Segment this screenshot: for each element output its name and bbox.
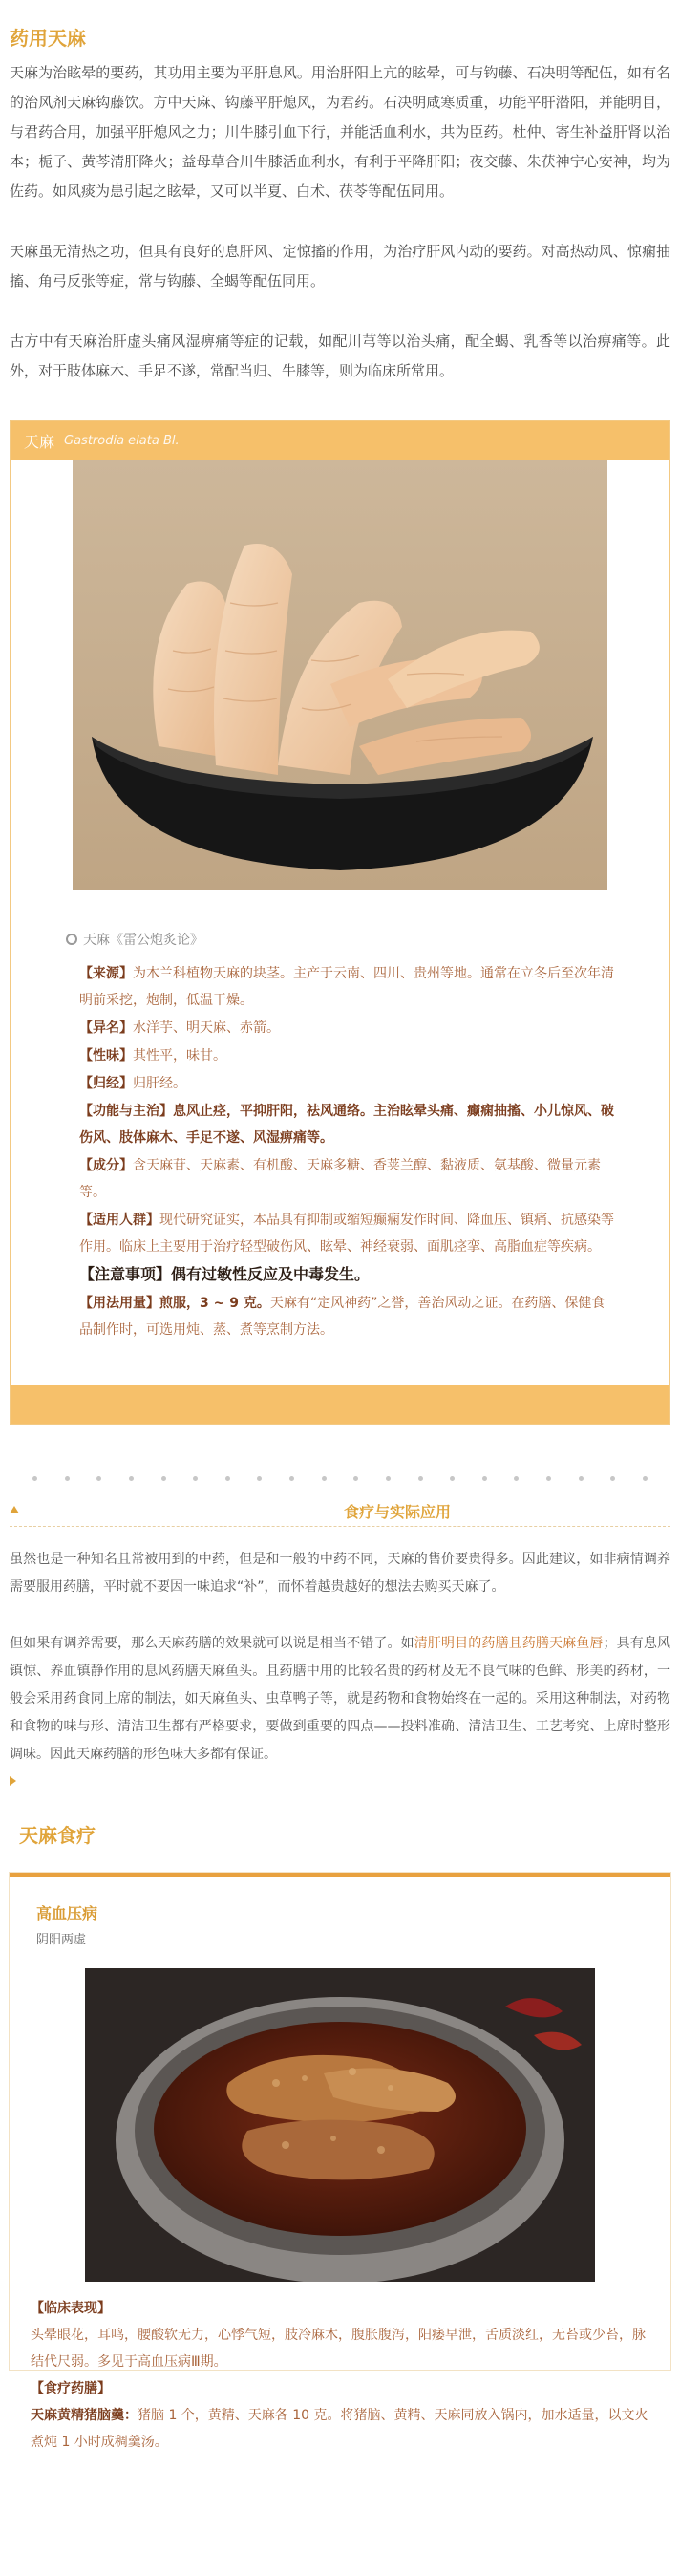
info-taste: 【性味】其性平，味甘。: [79, 1048, 226, 1063]
highlight-text: 清肝明目的药膳且药膳天麻鱼唇: [414, 1636, 604, 1651]
paragraph: 天麻为治眩晕的要药，其功用主要为平肝息风。用治肝阳上亢的眩晕，可与钩藤、石决明等配伍，如有名的治风剂天麻钩藤饮。方中天麻、钩藤平肝熄风，为君药。石决明咸寒质重，功能平肝潜阳，并能明目，与君药合用，加强平肝熄风之力；川牛膝引血下行，并能活血利水，共为臣药。杜仲、寄生补益肝肾以治本；栀子、黄芩清肝降火；益母草合川牛膝活血利水，有利于平降肝阳；夜交藤、朱茯神宁心安神，均为佐药。如风痰为患引起之眩晕，又可以半夏、白术、茯苓等配伍同用。: [10, 64, 670, 200]
recipe-card-subtitle: 阴阳两虚: [36, 1933, 87, 1947]
herb-card-footer: [11, 1385, 669, 1424]
herb-info-card: [10, 420, 670, 1425]
herb-name: 天麻: [24, 432, 55, 451]
info-alias: 【异名】水洋芋、明天麻、赤箭。: [79, 1020, 280, 1036]
herb-card-header: [11, 421, 669, 460]
photo-caption: [66, 930, 669, 949]
herb-info-list: [11, 949, 669, 1343]
caption-text: 天麻《雷公炮炙论》: [83, 933, 203, 948]
dot-divider: [0, 1476, 680, 1481]
herb-latin-name: Gastrodia elata Bl.: [64, 433, 180, 448]
info-people: 【适用人群】现代研究证实，本品具有抑制或缩短癫痫发作时间、降血压、镇痛、抗感染等作用。临床上主要用于治疗轻型破伤风、眩晕、神经衰弱、面肌痉挛、高脂血症等疾病。: [79, 1213, 614, 1255]
paragraph: 虽然也是一种知名且常被用到的中药，但是和一般的中药不同，天麻的售价要贵得多。因此建议，如非病情调养需要服用药膳，平时就不要因一味追求“补”，而怀着越贵越好的想法去购买天麻了。: [10, 1552, 670, 1595]
info-source: 【来源】为木兰科植物天麻的块茎。主产于云南、四川、贵州等地。通常在立冬后至次年清明前采挖，炮制，低温干燥。: [79, 966, 614, 1008]
paragraph: 但如果有调养需要，那么天麻药膳的效果就可以说是相当不错了。如清肝明目的药膳且药膳天麻鱼唇；具有息风镇惊、养血镇静作用的息风药膳天麻鱼头。且药膳中用的比较名贵的药材及无不良气味的色鲜、形美的药材，一般会采用药食同上席的制法，如天麻鱼头、虫草鸭子等，就是药物和食物始终在一起的。采用这种制法，对药物和食物的味与形、清洁卫生都有严格要求，要做到重要的四点——投料准确、清洁卫生、工艺考究、上席时整形调味。因此天麻药膳的形色味大多都有保证。: [10, 1636, 670, 1762]
circle-outline-icon: [66, 934, 77, 945]
paragraph: 天麻虽无清热之功，但具有良好的息肝风、定惊搐的作用，为治疗肝风内动的要药。对高热动风、惊痫抽搐、角弓反张等症，常与钩藤、全蝎等配伍同用。: [10, 243, 670, 290]
tianma-pork-brain-dish-photo: [85, 1968, 595, 2282]
triangle-right-icon: [10, 1776, 16, 1786]
info-meridian: 【归经】归肝经。: [79, 1076, 186, 1091]
paragraph: 古方中有天麻治肝虚头痛风湿痹痛等症的记载，如配川芎等以治头痛，配全蝎、乳香等以治痹痛等。此外，对于肢体麻木、手足不遂，常配当归、牛膝等，则为临床所常用。: [10, 333, 670, 379]
recipe-item: 天麻黄精猪脑羹：猪脑 1 个，黄精、天麻各 10 克。将猪脑、黄精、天麻同放入锅内，加水适量，以文火煮炖 1 小时成稠羹汤。: [31, 2408, 648, 2450]
diet-recipe-card: [10, 1873, 670, 2450]
recipe-symptom-label: 【临床表现】: [31, 2301, 111, 2316]
section-title-diet-application: 食疗与实际应用: [343, 1503, 451, 1521]
info-component: 【成分】含天麻苷、天麻素、有机酸、天麻多糖、香荚兰醇、黏液质、氨基酸、微量元素等。: [79, 1158, 601, 1200]
info-function: 【功能与主治】息风止痉，平抑肝阳，祛风通络。主治眩晕头痛、癫痫抽搐、小儿惊风、破伤风、肢体麻木、手足不遂、风湿痹痛等。: [79, 1104, 614, 1146]
section-head-diet: [0, 1492, 680, 1527]
recipe-details: [10, 2282, 670, 2456]
dashed-divider: [10, 1526, 670, 1527]
recipe-card-title: 高血压病: [36, 1904, 98, 1922]
info-caution: 【注意事项】偶有过敏性反应及中毒发生。: [79, 1265, 371, 1283]
section-title-medicinal: 药用天麻: [10, 27, 86, 50]
recipe-label: 【食疗药膳】: [31, 2381, 111, 2396]
tianma-photo: [73, 460, 607, 890]
info-usage: 【用法用量】煎服，3 ~ 9 克。天麻有“定风神药”之誉，善治风动之证。在药膳、保健食品制作时，可选用炖、蒸、煮等烹制方法。: [79, 1296, 606, 1338]
section-title-tianma-diet: 天麻食疗: [19, 1824, 96, 1847]
recipe-symptom: 头晕眼花，耳鸣，腰酸软无力，心悸气短，肢冷麻木，腹胀腹泻，阳痿早泄，舌质淡红，无苔或少苔，脉结代尺弱。多见于高血压病Ⅲ期。: [31, 2328, 646, 2370]
